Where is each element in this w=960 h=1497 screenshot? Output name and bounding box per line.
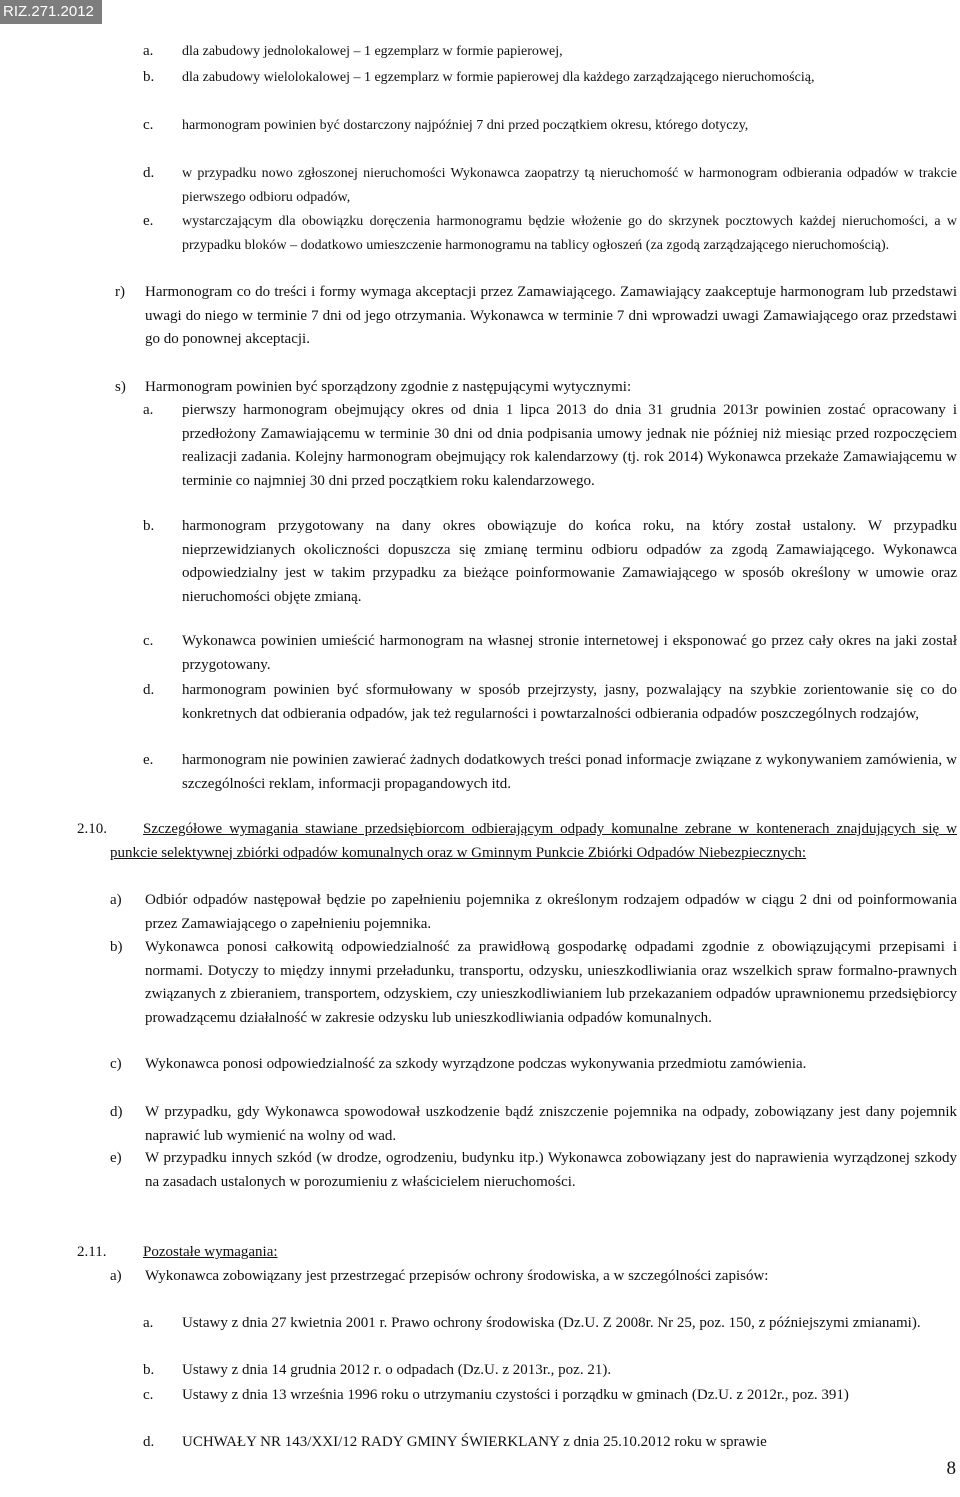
- list-item-text: Wykonawca powinien umieścić harmonogram na własnej stronie internetowej i eksponować go przez cały okres na jaki został przygotowany.: [182, 633, 957, 673]
- list-item: [0, 399, 960, 493]
- list-item-text: dla zabudowy wielolokalowej – 1 egzemplarz w formie papierowej dla każdego zarządzającego nieruchomością,: [182, 70, 815, 85]
- list-marker: a.: [143, 43, 154, 59]
- list-marker: c.: [143, 1387, 154, 1403]
- list-item: [0, 1101, 960, 1148]
- list-item-text: harmonogram powinien być sformułowany w sposób przejrzysty, jasny, pozwalający na szybkie zorientowanie się co do konkretnych dat odbierania odpadów, jak też regularności i powtarzalności odbierania odpadów poszczególnych rodzajów,: [182, 682, 957, 722]
- list-marker: d): [110, 1104, 123, 1120]
- list-item-text: harmonogram przygotowany na dany okres obowiązuje do końca roku, na który został ustalony. W przypadku nieprzewidzianych okoliczności dopuszcza się zmianę terminu odbioru odpadów za zgodą Zamawiającego. Wykonawca odpowiedzialny jest w takim przypadku za bieżące poinformowanie Zamawiającego w sposób określony w umowie oraz nieruchomości objęte zmianą.: [182, 518, 957, 605]
- list-item-text: UCHWAŁY NR 143/XXI/12 RADY GMINY ŚWIERKLANY z dnia 25.10.2012 roku w sprawie: [182, 1434, 767, 1450]
- list-item: [0, 66, 960, 90]
- list-item-text: Wykonawca ponosi odpowiedzialność za szkody wyrządzone podczas wykonywania przedmiotu zamówienia.: [145, 1056, 807, 1072]
- list-marker: b): [110, 939, 123, 955]
- point-marker: r): [115, 284, 125, 300]
- point-s: [0, 376, 960, 400]
- list-marker: e.: [143, 213, 154, 229]
- section-heading: Pozostałe wymagania:: [143, 1244, 278, 1260]
- list-item-text: harmonogram nie powinien zawierać żadnych dodatkowych treści ponad informacje związane z wykonywaniem zamówienia, w szczególności reklam, informacji propagandowych itd.: [182, 752, 957, 792]
- document-header-code: RIZ.271.2012: [0, 0, 102, 24]
- list-item: [0, 515, 960, 609]
- list-item: [0, 1384, 960, 1408]
- list-item-text: Wykonawca ponosi całkowitą odpowiedzialność za prawidłową gospodarkę odpadami zgodnie z obowiązującymi przepisami i normami. Dotyczy to między innymi przeładunku, transportu, odzysku, unieszkodliwiania oraz wszelkich spraw formalno-prawnych związanych z zbieraniem, transportem, odzyskiem, czy unieszkodliwianiem lub przekazaniem odpadów uprawnionemu przedsiębiorcy prowadzącemu działalność w zakresie odzysku lub unieszkodliwiania odpadów komunalnych.: [145, 939, 957, 1026]
- list-item: [0, 1053, 960, 1077]
- list-item-text: harmonogram powinien być dostarczony najpóźniej 7 dni przed początkiem okresu, którego dotyczy,: [182, 118, 749, 133]
- list-marker: a.: [143, 402, 154, 418]
- list-item-text: W przypadku innych szkód (w drodze, ogrodzeniu, budynku itp.) Wykonawca zobowiązany jest do naprawienia wyrządzonej szkody na zasadach ustalonych w porozumieniu z właścicielem nieruchomości.: [145, 1150, 957, 1190]
- list-item-text: Ustawy z dnia 13 września 1996 roku o utrzymaniu czystości i porządku w gminach (Dz.U. z 2012r., poz. 391): [182, 1387, 849, 1403]
- list-marker: a): [110, 892, 122, 908]
- list-marker: d.: [143, 1434, 155, 1450]
- list-item-text: Wykonawca zobowiązany jest przestrzegać przepisów ochrony środowiska, a w szczególności zapisów:: [145, 1268, 769, 1284]
- point-marker: s): [115, 379, 126, 395]
- page-number: 8: [946, 1458, 956, 1479]
- point-text: Harmonogram powinien być sporządzony zgodnie z następującymi wytycznymi:: [145, 379, 632, 395]
- list-marker: c.: [143, 633, 154, 649]
- list-item: [0, 1359, 960, 1383]
- list-marker: a): [110, 1268, 122, 1284]
- list-marker: c): [110, 1056, 122, 1072]
- list-marker: b.: [143, 1362, 155, 1378]
- list-marker: c.: [143, 117, 154, 133]
- list-item: [0, 936, 960, 1030]
- list-marker: e): [110, 1150, 122, 1166]
- list-marker: e.: [143, 752, 154, 768]
- list-item: [0, 114, 960, 138]
- section-heading: Szczegółowe wymagania stawiane przedsiębiorcom odbierającym odpady komunalne zebrane w kontenerach znajdujących się w punkcie selektywnej zbiórki odpadów komunalnych oraz w Gminnym Punkcie Zbiórki Odpadów Niebezpiecznych:: [110, 821, 957, 861]
- list-item: [0, 749, 960, 796]
- list-item: [0, 1147, 960, 1194]
- list-marker: d.: [143, 165, 155, 181]
- list-item-text: w przypadku nowo zgłoszonej nieruchomości Wykonawca zaopatrzy tą nieruchomość w harmonogram odbierania odpadów w trakcie pierwszego odbioru odpadów,: [182, 166, 957, 205]
- list-item-text: dla zabudowy jednolokalowej – 1 egzemplarz w formie papierowej,: [182, 44, 563, 59]
- list-item: [0, 889, 960, 936]
- list-item-text: wystarczającym dla obowiązku doręczenia harmonogramu będzie włożenie go do skrzynek pocztowych każdej nieruchomości, a w przypadku bloków – dodatkowo umieszczenie harmonogramu na tablicy ogłoszeń (za zgodą zarządzającego nieruchomością).: [182, 214, 957, 253]
- list-item-text: Ustawy z dnia 27 kwietnia 2001 r. Prawo ochrony środowiska (Dz.U. Z 2008r. Nr 25, poz. 150, z późniejszymi zmianami).: [182, 1315, 921, 1331]
- list-item: [0, 1431, 960, 1455]
- list-item-text: pierwszy harmonogram obejmujący okres od dnia 1 lipca 2013 do dnia 31 grudnia 2013r powinien zostać opracowany i przedłożony Zamawiającemu w terminie 30 dni od dnia podpisania umowy jednak nie później niż miesiąc przed rozpoczęciem realizacji zadania. Kolejny harmonogram obejmujący rok kalendarzowy (tj. rok 2014) Wykonawca przekaże Zamawiającemu w terminie co najmniej 30 dni przed początkiem roku kalendarzowego.: [182, 402, 957, 489]
- point-r: [0, 281, 960, 352]
- list-marker: b.: [143, 69, 155, 85]
- list-item: [0, 210, 960, 257]
- list-item: [0, 40, 960, 64]
- list-item: [0, 1312, 960, 1336]
- list-item: [0, 162, 960, 209]
- list-marker: a.: [143, 1315, 154, 1331]
- list-marker: d.: [143, 682, 155, 698]
- section-number: 2.11.: [77, 1244, 107, 1260]
- section-2-10-heading: [0, 818, 960, 865]
- list-item: [0, 630, 960, 677]
- list-item-text: W przypadku, gdy Wykonawca spowodował uszkodzenie bądź zniszczenie pojemnika na odpady, zobowiązany jest dany pojemnik naprawić lub wymienić na wolny od wad.: [145, 1104, 957, 1144]
- point-text: Harmonogram co do treści i formy wymaga akceptacji przez Zamawiającego. Zamawiający zaakceptuje harmonogram lub przedstawi uwagi do niego w terminie 7 dni od jego otrzymania. Wykonawca w terminie 7 dni wprowadzi uwagi Zamawiającego oraz przedstawi go do ponownej akceptacji.: [145, 284, 957, 347]
- list-item-text: Odbiór odpadów następował będzie po zapełnieniu pojemnika z określonym rodzajem odpadów w ciągu 2 dni od poinformowania przez Zamawiającego o zapełnieniu pojemnika.: [145, 892, 957, 932]
- list-marker: b.: [143, 518, 155, 534]
- list-item-text: Ustawy z dnia 14 grudnia 2012 r. o odpadach (Dz.U. z 2013r., poz. 21).: [182, 1362, 612, 1378]
- list-item: [0, 1265, 960, 1289]
- section-number: 2.10.: [77, 821, 107, 837]
- list-item: [0, 679, 960, 726]
